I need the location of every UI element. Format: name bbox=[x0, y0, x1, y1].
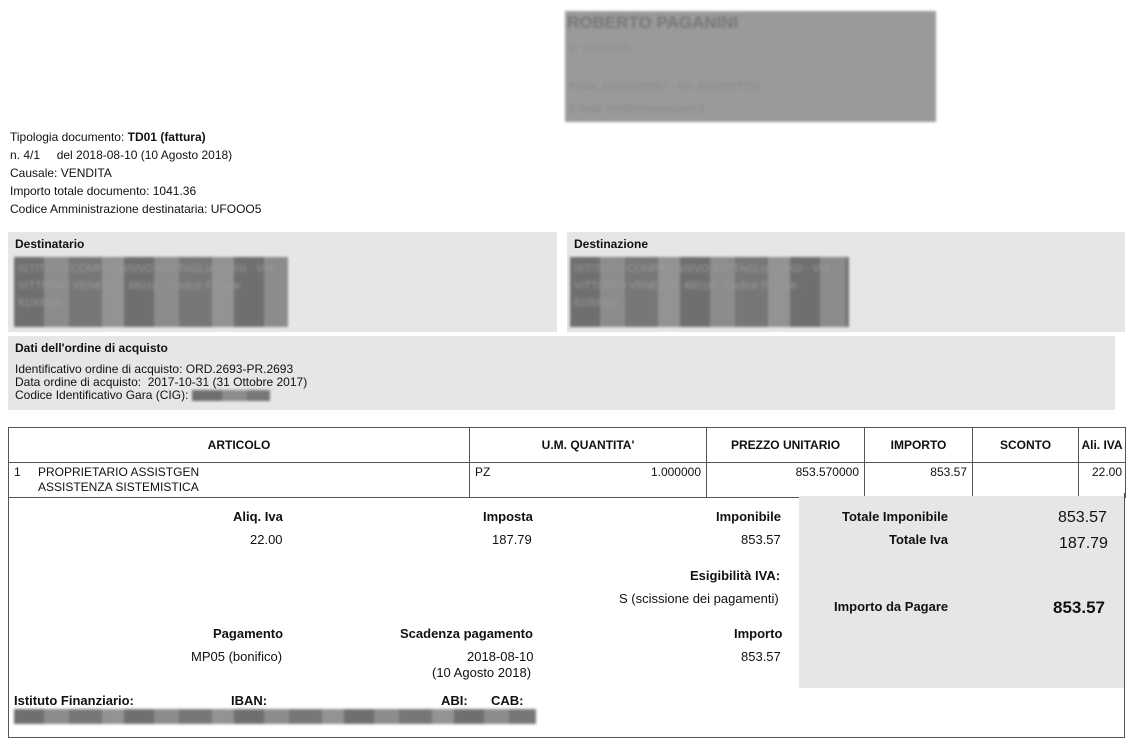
row-first-line bbox=[14, 465, 464, 480]
istituto-label: Istituto Finanziario: bbox=[14, 693, 134, 708]
abi-label: ABI: bbox=[441, 693, 468, 708]
banca-redacted bbox=[14, 709, 536, 724]
codice-amministrazione-line: Codice Amministrazione destinataria: UFOOO5 bbox=[10, 202, 262, 216]
imponibile-value: 853.57 bbox=[741, 532, 781, 547]
items-table bbox=[8, 427, 1126, 498]
items-header-row bbox=[9, 428, 1126, 463]
destinazione-redacted-text: ISTITUTO COMPRENSIVO BATTAGLIA LUIGI · VIA VITTORIO VENETO · 48010 · Codice Fiscale: 8100029 bbox=[574, 263, 830, 309]
totale-iva-value: 187.79 bbox=[1059, 535, 1108, 552]
cab-label: CAB: bbox=[491, 693, 524, 708]
totale-imponibile-value: 853.57 bbox=[1058, 509, 1107, 526]
sender-line: V. VECCHIA bbox=[569, 43, 631, 55]
row-iva: 22.00 bbox=[1079, 463, 1126, 498]
destinatario-title: Destinatario bbox=[15, 237, 85, 251]
cig-redacted bbox=[192, 390, 270, 401]
sender-name: ROBERTO PAGANINI bbox=[567, 13, 739, 32]
tipologia-line bbox=[10, 128, 261, 146]
col-aliquota: Ali. IVA bbox=[1079, 428, 1126, 463]
imposta-label: Imposta bbox=[483, 509, 533, 524]
esigibilita-label: Esigibilità IVA: bbox=[690, 568, 781, 583]
document-info bbox=[10, 128, 261, 218]
col-quantita: QUANTITA' bbox=[570, 438, 635, 452]
imponibile-label: Imponibile bbox=[716, 509, 781, 524]
ordine-box bbox=[8, 336, 1115, 410]
row-um: PZ bbox=[475, 465, 491, 479]
ordine-cig-line bbox=[15, 389, 307, 402]
pagamento-value: MP05 (bonifico) bbox=[191, 649, 283, 664]
destinatario-redacted bbox=[14, 257, 288, 327]
ordine-data-line: Data ordine di acquisto: 2017-10-31 (31 Ottobre 2017) bbox=[15, 375, 308, 389]
destinazione-redacted bbox=[570, 257, 849, 327]
col-importo: IMPORTO bbox=[865, 428, 973, 463]
destinatario-box bbox=[8, 232, 557, 332]
sender-line: E-mail: info@infosoluzioni.it bbox=[569, 103, 705, 115]
number-line: n. 4/1 del 2018-08-10 (10 Agosto 2018) bbox=[10, 148, 233, 162]
importo-pagamento-value: 853.57 bbox=[741, 649, 781, 664]
col-um-quantita bbox=[470, 428, 707, 463]
scadenza-date: 2018-08-10 bbox=[467, 649, 534, 664]
row-price: 853.570000 bbox=[707, 463, 865, 498]
row-number: 1 bbox=[14, 465, 21, 479]
iban-label: IBAN: bbox=[231, 693, 268, 708]
row-desc2: ASSISTENZA SISTEMISTICA bbox=[38, 480, 199, 494]
destinatario-redacted-text: ISTITUTO COMPRENSIVO BATTAGLIA LUIGI · VIA VITTORIO VENETO · 48010 · Codice Fiscale: 8100029 bbox=[18, 263, 274, 309]
imposta-value: 187.79 bbox=[492, 532, 532, 547]
scadenza-label: Scadenza pagamento bbox=[400, 626, 533, 641]
ordine-id-line: Identificativo ordine di acquisto: ORD.2693-PR.2693 bbox=[15, 362, 294, 376]
aliq-iva-value: 22.00 bbox=[250, 532, 283, 547]
importo-pagamento-label: Importo bbox=[734, 626, 783, 641]
totale-imponibile-label: Totale Imponibile bbox=[842, 509, 948, 524]
tipologia-label: Tipologia documento: bbox=[10, 130, 128, 144]
tipologia-value: TD01 (fattura) bbox=[127, 130, 206, 144]
col-articolo: ARTICOLO bbox=[9, 428, 470, 463]
causale-line: Causale: VENDITA bbox=[10, 166, 112, 180]
ordine-details bbox=[15, 363, 307, 402]
importo-pagare-value: 853.57 bbox=[1053, 598, 1105, 617]
cig-label: Codice Identificativo Gara (CIG): bbox=[15, 388, 192, 402]
sender-line: P.IVA: 10224470987 - CF: RZCPRT71I bbox=[569, 81, 759, 93]
row-qty: 1.000000 bbox=[650, 465, 701, 479]
ordine-title: Dati dell'ordine di acquisto bbox=[15, 341, 168, 355]
sender-block bbox=[565, 11, 936, 122]
destinazione-box bbox=[567, 232, 1125, 332]
col-um: U.M. bbox=[541, 438, 568, 452]
col-prezzo: PREZZO UNITARIO bbox=[707, 428, 865, 463]
col-sconto: SCONTO bbox=[973, 428, 1079, 463]
row-desc1: PROPRIETARIO ASSISTGEN bbox=[38, 465, 200, 479]
destinazione-title: Destinazione bbox=[574, 237, 649, 251]
esigibilita-value: S (scissione dei pagamenti) bbox=[619, 591, 779, 606]
totale-iva-label: Totale Iva bbox=[889, 532, 949, 547]
row-importo: 853.57 bbox=[865, 463, 973, 498]
pagamento-label: Pagamento bbox=[213, 626, 284, 641]
importo-pagare-label: Importo da Pagare bbox=[834, 599, 949, 614]
importo-line: Importo totale documento: 1041.36 bbox=[10, 184, 197, 198]
aliq-iva-label: Aliq. Iva bbox=[233, 509, 283, 524]
scadenza-text: (10 Agosto 2018) bbox=[432, 665, 532, 680]
